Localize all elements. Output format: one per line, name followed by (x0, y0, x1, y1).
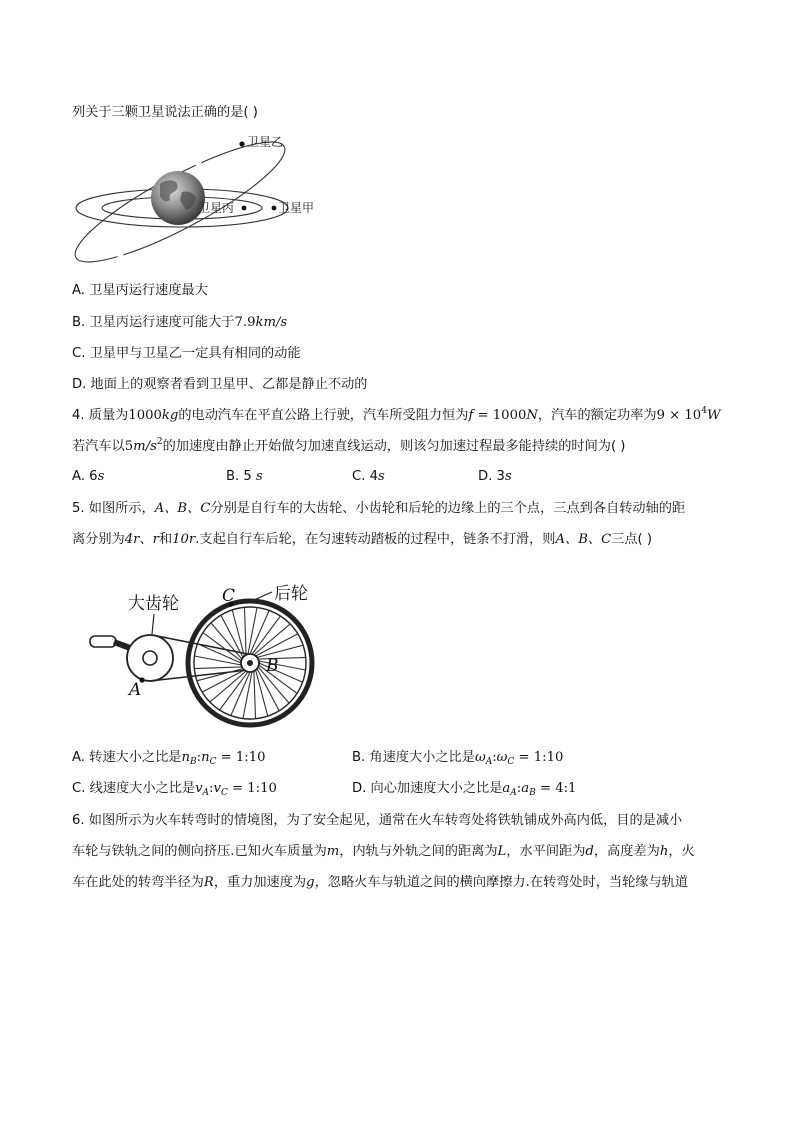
q5-option-c: C. 线速度大小之比是$v_A:v_C$ = 1:10 (72, 781, 277, 798)
label-point-a: A (129, 680, 142, 700)
q6-line-2: 车轮与铁轨之间的侧向挤压.已知火车质量为m，内轨与外轨之间的距离为L，水平间距为d，高度差为h，火 (72, 844, 695, 859)
q6-line-1: 6. 如图所示为火车转弯时的情境图，为了安全起见，通常在火车转弯处将铁轨铺成外高内低，目的是减小 (72, 813, 683, 828)
q3-stem: 列关于三颗卫星说法正确的是( ) (72, 105, 258, 120)
satellite-orbit-figure (72, 132, 322, 264)
q3-option-c: C. 卫星甲与卫星乙一定具有相同的动能 (72, 346, 301, 361)
q3-option-b: B. 卫星丙运行速度可能大于7.9km/s (72, 315, 288, 330)
q4-option-c: C. 4s (352, 469, 385, 484)
label-bing: 卫星丙 (198, 201, 235, 215)
q4-line-1: 4. 质量为1000kg的电动汽车在平直公路上行驶，汽车所受阻力恒为f = 1000N，汽车的额定功率为$9 \times 10^4W$ (72, 406, 721, 423)
wheel-spoke (244, 607, 246, 655)
satellite-yi (239, 141, 244, 146)
wheel-spoke (231, 672, 250, 716)
q5-option-b: B. 角速度大小之比是$\omega_A:\omega_C$ = 1:10 (352, 750, 564, 767)
q4-option-d: D. 3s (478, 469, 512, 484)
satellite-jia (272, 206, 277, 211)
satellite-bing (242, 206, 247, 211)
q3-option-a: A. 卫星丙运行速度最大 (72, 283, 208, 298)
wheel-spoke (250, 610, 269, 654)
q5-line-2: 离分别为4r、r和10r.支起自行车后轮，在匀速转动踏板的过程中，链条不打滑，则A、B、C三点( ) (72, 532, 653, 547)
q5-option-d: D. 向心加速度大小之比是$a_A:a_B$ = 4:1 (352, 781, 577, 798)
q5-option-a: A. 转速大小之比是$n_B:n_C$ = 1:10 (72, 750, 266, 767)
label-big-gear: 大齿轮 (128, 594, 179, 614)
wheel-spoke (194, 667, 242, 669)
wheel-spoke (197, 644, 241, 663)
q4-option-a: A. 6s (72, 469, 105, 484)
bicycle-figure (86, 578, 316, 728)
q4-option-b: B. 5 s (226, 469, 263, 484)
q6-line-3: 车在此处的转弯半径为R，重力加速度为g，忽略火车与轨道之间的横向摩擦力.在转弯处时，当轮缘与轨道 (72, 875, 689, 890)
wheel-spoke (252, 616, 280, 654)
label-point-c: C (222, 586, 236, 606)
wheel-spoke (220, 672, 248, 710)
label-point-b: B (266, 656, 279, 676)
label-jia: 卫星甲 (278, 201, 315, 215)
wheel-spoke (254, 671, 256, 719)
earth (151, 171, 205, 225)
label-yi: 卫星乙 (247, 135, 284, 149)
label-rear-wheel: 后轮 (274, 584, 308, 604)
pedal (90, 636, 116, 647)
q3-option-d: D. 地面上的观察者看到卫星甲、乙都是静止不动的 (72, 377, 368, 392)
q4-line-2: 若汽车以$5m/s^2$的加速度由静止开始做匀加速直线运动，则该匀加速过程最多能持续的时间为( ) (72, 437, 626, 454)
q5-line-1: 5. 如图所示，A、B、C分别是自行车的大齿轮、小齿轮和后轮的边缘上的三个点，三点到各自转动轴的距 (72, 501, 686, 516)
